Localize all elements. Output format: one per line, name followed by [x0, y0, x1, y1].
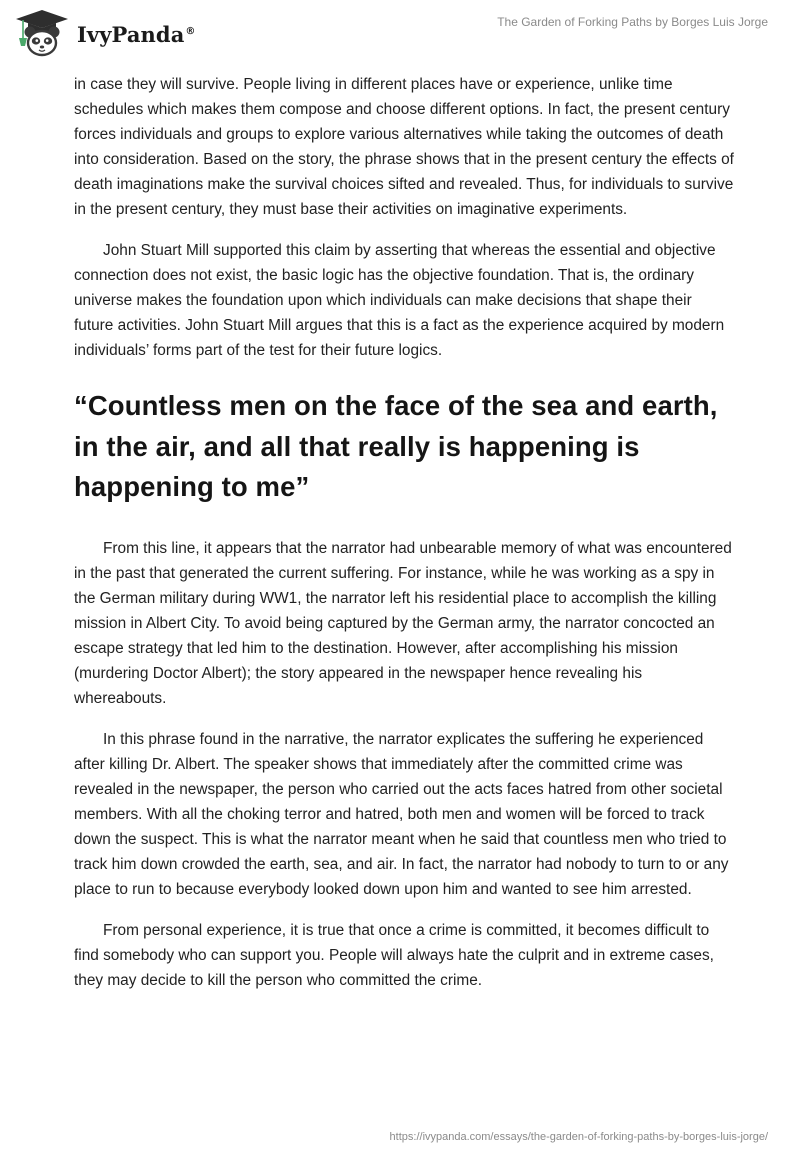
essay-content [74, 72, 734, 993]
registered-mark: ® [185, 25, 196, 37]
page-header [0, 0, 800, 66]
document-title: The Garden of Forking Paths by Borges Luis Jorge [497, 15, 768, 29]
source-url[interactable]: https://ivypanda.com/essays/the-garden-of-forking-paths-by-borges-luis-jorge/ [389, 1131, 768, 1143]
paragraph-mill: John Stuart Mill supported this claim by asserting that whereas the essential and objective connection does not exist, the basic logic has the objective foundation. That is, the ordinary universe makes the foundation upon which individuals can make decisions that shape their future activities. John Stuart Mill argues that this is a fact as the experience acquired by modern individuals’ forms part of the test for their future logics. [74, 242, 725, 359]
brand-name: IvyPanda® [77, 21, 196, 47]
section-heading: “Countless men on the face of the sea and earth, in the air, and all that really is happening is happening to me” [74, 390, 718, 502]
paragraph-from-this-line: From this line, it appears that the narrator had unbearable memory of what was encountered in the past that generated the current suffering. For instance, while he was working as a spy in the German military during WW1, the narrator left his residential place to accomplish the killing mission in Albert City. To avoid being captured by the German army, the narrator concocted an escape strategy that led him to the destination. However, after accomplishing his mission (murdering Doctor Albert); the story appeared in the newspaper hence revealing his whereabouts. [74, 539, 732, 707]
paragraph-in-this-phrase: In this phrase found in the narrative, the narrator explicates the suffering he experienced after killing Dr. Albert. The speaker shows that immediately after the committed crime was revealed in the newspaper, the person who carried out the acts faces hatred from other societal members. With all the choking terror and hatred, both men and women will be forced to track down the suspect. This is what the narrator meant when he said that countless men who tried to track him down crowded the earth, sea, and air. In fact, the narrator had nobody to turn to or any place to run to because everybody looked down upon him and wanted to see him arrested. [74, 730, 729, 898]
paragraph-personal-experience: From personal experience, it is true that once a crime is committed, it becomes difficult to find somebody who can support you. People will always hate the culprit and in extreme cases, they may decide to kill the person who committed the crime. [74, 921, 714, 989]
ivypanda-logo[interactable] [14, 8, 196, 58]
panda-graduate-icon [14, 8, 70, 58]
paragraph-continued: in case they will survive. People living in different places have or experience, unlike time schedules which makes them compose and choose different options. In fact, the present century forces individuals and groups to explore various alternatives while taking the outcomes of death into consideration. Based on the story, the phrase shows that in the present century the effects of death imaginations make the survival choices sifted and revealed. Thus, for individuals to survive in the present century, they must base their activities on imaginative experiments. [74, 76, 734, 218]
